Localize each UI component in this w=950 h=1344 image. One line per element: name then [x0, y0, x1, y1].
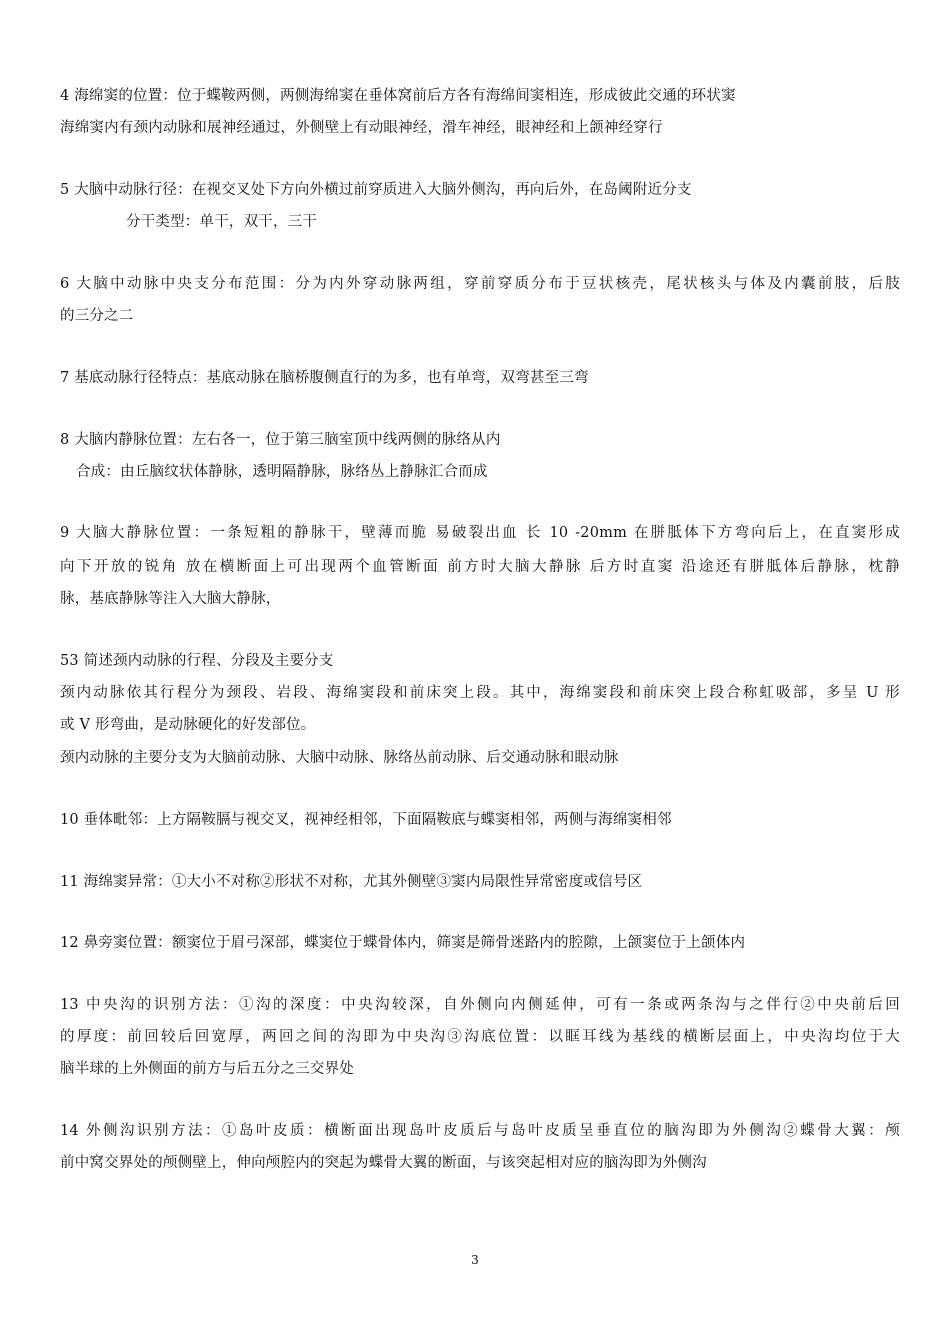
text-line: 的厚度：前回较后回宽厚，两回之间的沟即为中央沟③沟底位置：以眶耳线为基线的横断层面上，中央沟均位于大 [60, 1029, 900, 1045]
text-line: 颈内动脉依其行程分为颈段、岩段、海绵窦段和前床突上段。其中，海绵窦段和前床突上段合称虹吸部，多呈 U 形 [60, 685, 900, 701]
text-line: 前中窝交界处的颅侧壁上，伸向颅腔内的突起为蝶骨大翼的断面，与该突起相对应的脑沟即为外侧沟 [60, 1155, 707, 1171]
page-number: 3 [471, 1253, 479, 1267]
text-line: 10 垂体毗邻：上方隔鞍膈与视交叉，视神经相邻，下面隔鞍底与蝶窦相邻，两侧与海绵窦相邻 [60, 812, 672, 828]
text-line: 合成：由丘脑纹状体静脉，透明隔静脉，脉络丛上静脉汇合而成 [76, 464, 488, 480]
text-line: 9 大脑大静脉位置：一条短粗的静脉干，壁薄而脆 易破裂出血 长 10 -20mm 在胼胝体下方弯向后上，在直窦形成 [60, 525, 900, 541]
text-line: 脑半球的上外侧面的前方与后五分之三交界处 [60, 1061, 354, 1077]
text-line: 颈内动脉的主要分支为大脑前动脉、大脑中动脉、脉络丛前动脉、后交通动脉和眼动脉 [60, 750, 619, 766]
text-line: 分干类型：单干，双干，三干 [126, 214, 318, 230]
text-line: 海绵窦内有颈内动脉和展神经通过，外侧壁上有动眼神经，滑车神经，眼神经和上颌神经穿行 [60, 120, 663, 136]
text-line: 的三分之二 [60, 308, 134, 324]
text-line: 5 大脑中动脉行径：在视交叉处下方向外横过前穿质进入大脑外侧沟，再向后外，在岛阈附近分支 [60, 182, 692, 198]
text-line: 7 基底动脉行径特点：基底动脉在脑桥腹侧直行的为多，也有单弯，双弯甚至三弯 [60, 370, 589, 386]
text-line: 向下开放的锐角 放在横断面上可出现两个血管断面 前方时大脑大静脉 后方时直窦 沿途还有胼胝体后静脉，枕静 [60, 559, 900, 575]
text-line: 13 中央沟的识别方法：①沟的深度：中央沟较深，自外侧向内侧延伸，可有一条或两条沟与之伴行②中央前后回 [60, 997, 900, 1013]
text-line: 或 V 形弯曲，是动脉硬化的好发部位。 [60, 717, 316, 733]
text-line: 53 简述颈内动脉的行程、分段及主要分支 [60, 653, 334, 669]
text-line: 11 海绵窦异常：①大小不对称②形状不对称，尤其外侧壁③窦内局限性异常密度或信号区 [60, 874, 643, 890]
text-line: 脉，基底静脉等注入大脑大静脉， [60, 591, 281, 607]
text-line: 6 大脑中动脉中央支分布范围：分为内外穿动脉两组，穿前穿质分布于豆状核壳，尾状核头与体及内囊前肢，后肢 [60, 276, 900, 292]
text-line: 14 外侧沟识别方法：①岛叶皮质：横断面出现岛叶皮质后与岛叶皮质呈垂直位的脑沟即为外侧沟②蝶骨大翼：颅 [60, 1123, 900, 1139]
text-line: 4 海绵窦的位置：位于蝶鞍两侧，两侧海绵窦在垂体窝前后方各有海绵间窦相连，形成彼此交通的环状窦 [60, 88, 736, 104]
text-line: 8 大脑内静脉位置：左右各一，位于第三脑室顶中线两侧的脉络从内 [60, 432, 501, 448]
text-line: 12 鼻旁窦位置：额窦位于眉弓深部，蝶窦位于蝶骨体内，筛窦是筛骨迷路内的腔隙，上颌窦位于上颌体内 [60, 935, 746, 951]
